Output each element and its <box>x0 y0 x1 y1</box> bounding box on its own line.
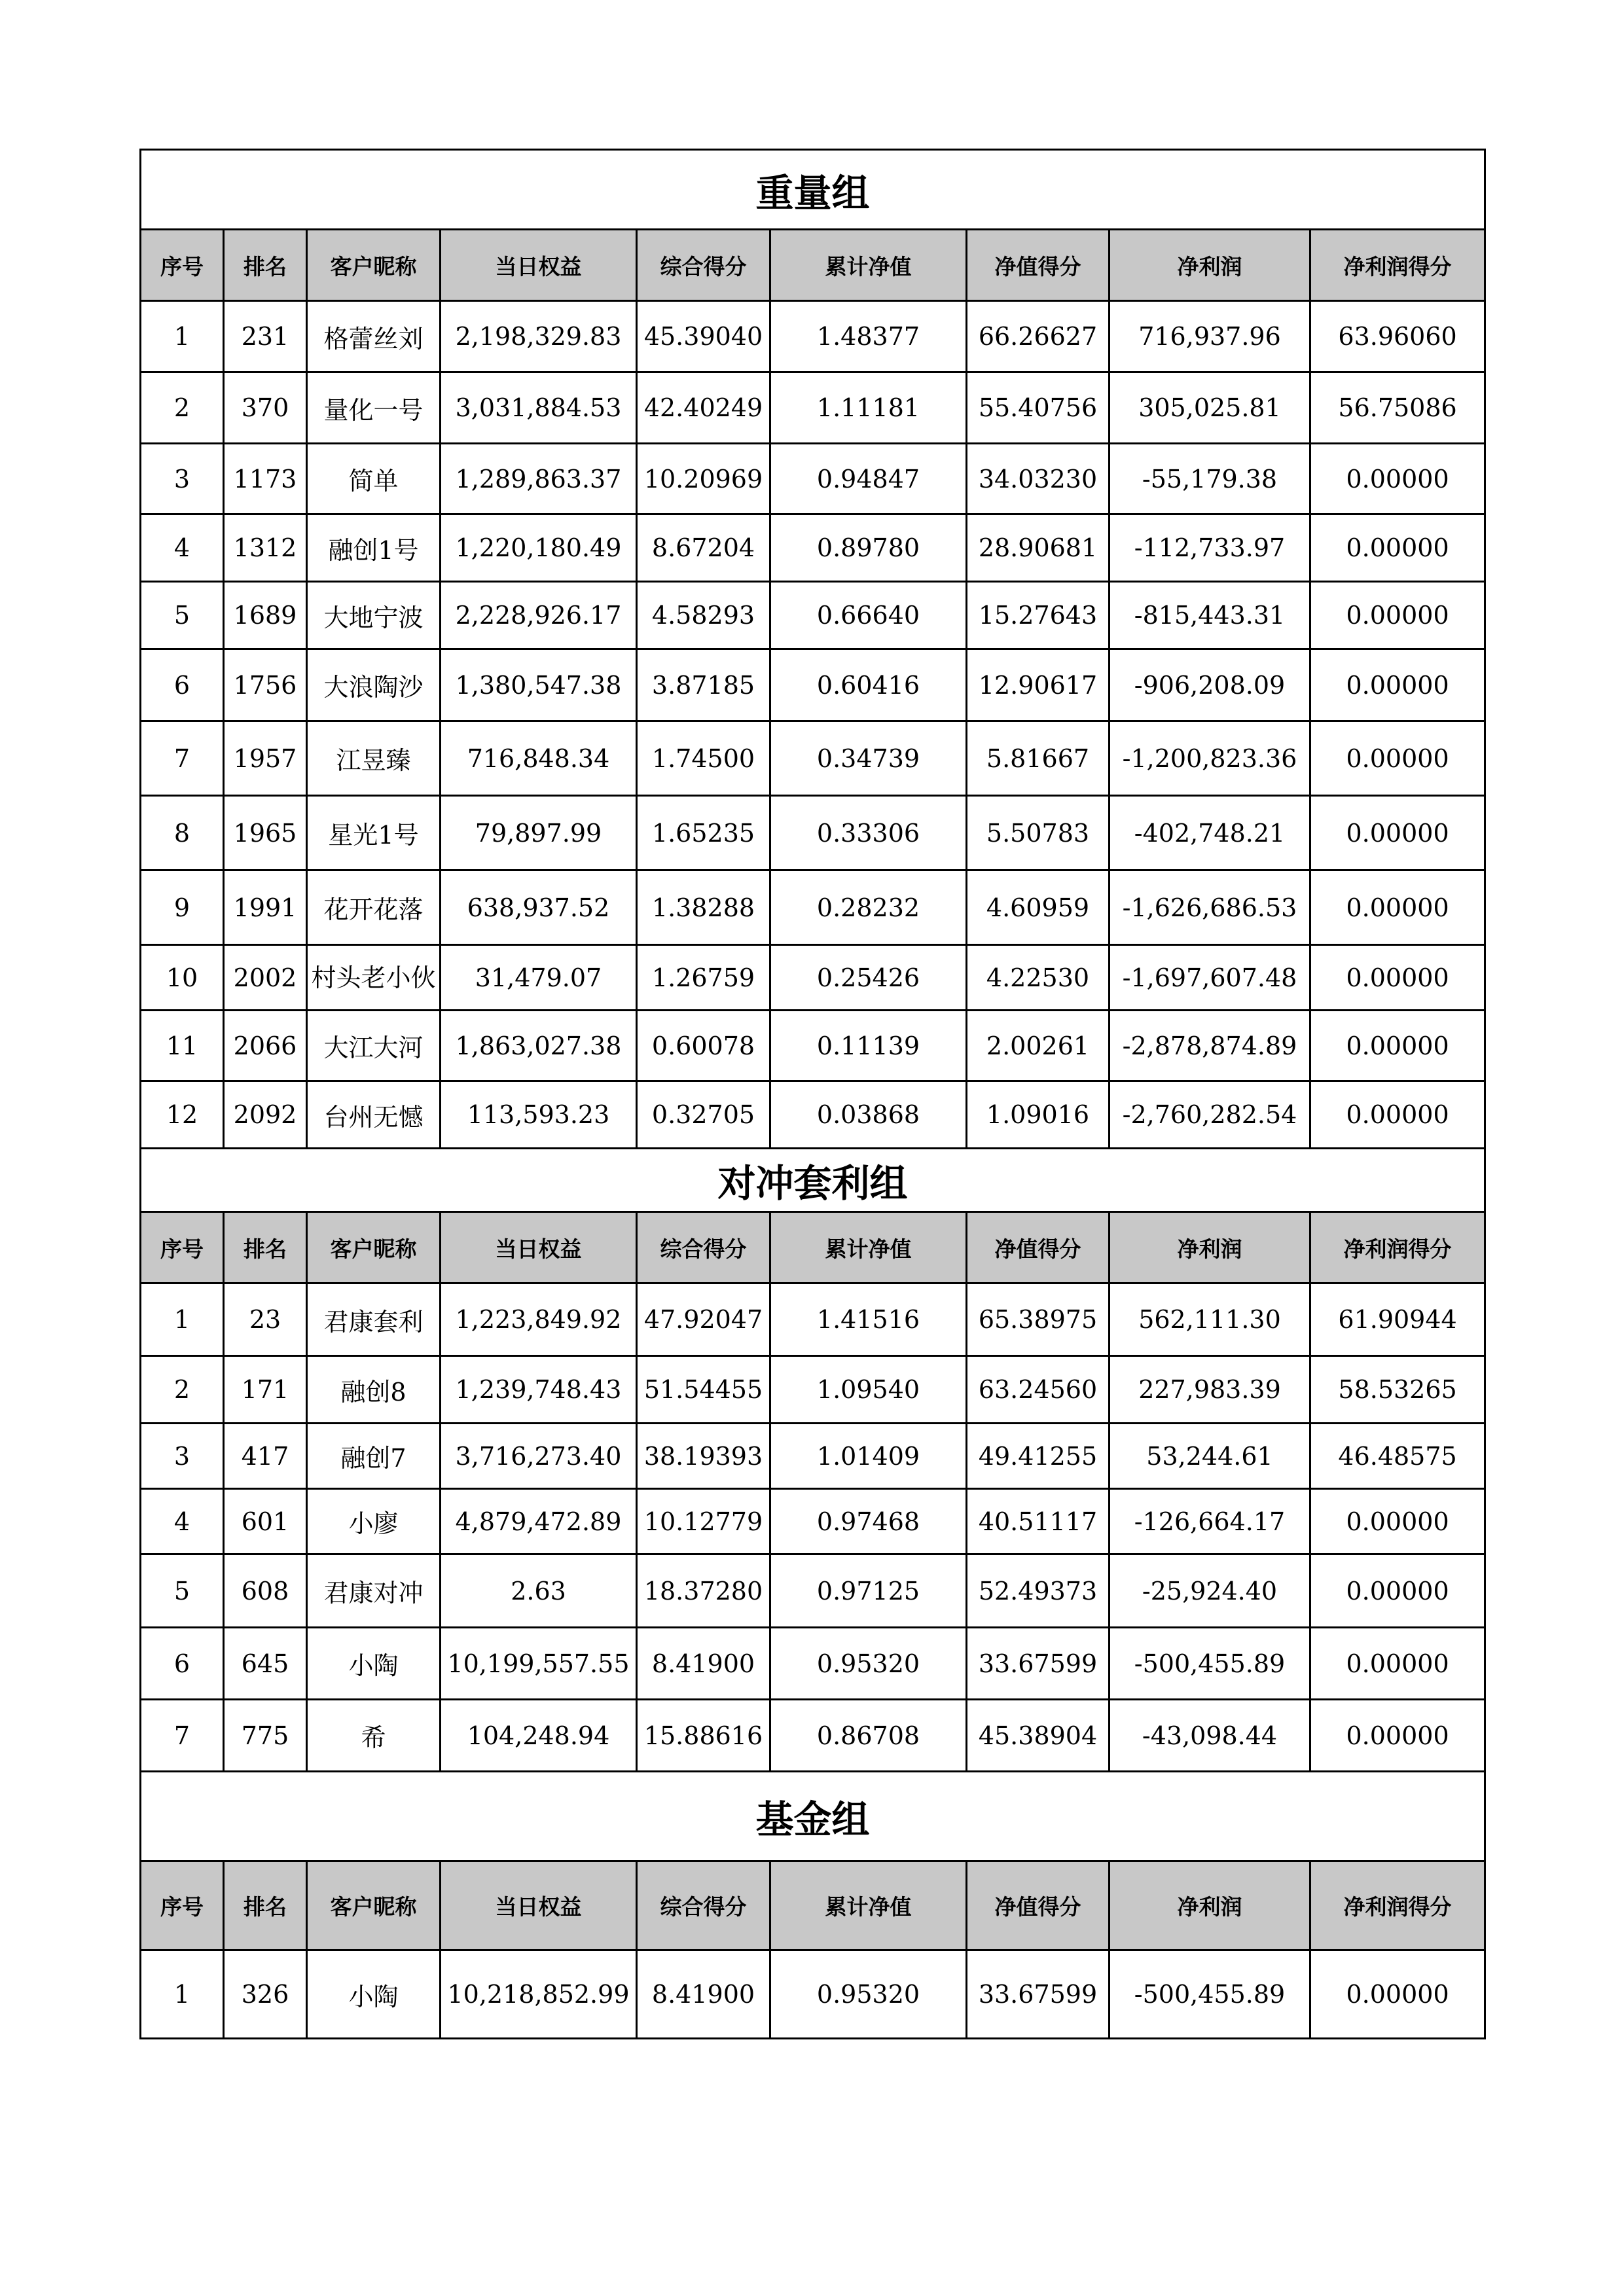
table-cell: 1.38288 <box>637 870 770 945</box>
table-cell: 66.26627 <box>967 301 1110 372</box>
column-header: 排名 <box>224 230 307 301</box>
table-row <box>141 945 1485 1011</box>
table-cell: 4.60959 <box>967 870 1110 945</box>
table-cell: 417 <box>224 1424 307 1489</box>
table-cell: -1,626,686.53 <box>1110 870 1310 945</box>
table-cell: 608 <box>224 1554 307 1628</box>
table-cell: 12 <box>141 1081 224 1149</box>
table-row <box>141 1554 1485 1628</box>
table-cell: 9 <box>141 870 224 945</box>
table-cell: 49.41255 <box>967 1424 1110 1489</box>
table-cell: 1756 <box>224 649 307 721</box>
table-cell: 2 <box>141 1356 224 1424</box>
table-cell: 52.49373 <box>967 1554 1110 1628</box>
table-cell: 简单 <box>307 444 441 514</box>
table-cell: 562,111.30 <box>1110 1283 1310 1356</box>
column-header-row <box>141 1861 1485 1950</box>
column-header-row <box>141 230 1485 301</box>
table-cell: -1,200,823.36 <box>1110 721 1310 796</box>
table-row <box>141 1283 1485 1356</box>
table-cell: 2002 <box>224 945 307 1011</box>
table-cell: 0.66640 <box>770 582 967 649</box>
table-cell: 4.22530 <box>967 945 1110 1011</box>
table-row <box>141 444 1485 514</box>
column-header: 综合得分 <box>637 1212 770 1283</box>
table-cell: 0.97468 <box>770 1489 967 1554</box>
table-cell: 1991 <box>224 870 307 945</box>
column-header: 净值得分 <box>967 1212 1110 1283</box>
group-title: 对冲套利组 <box>141 1149 1485 1212</box>
column-header: 净利润得分 <box>1310 1861 1485 1950</box>
table-cell: 2066 <box>224 1011 307 1081</box>
column-header: 累计净值 <box>770 1861 967 1950</box>
table-cell: 0.60078 <box>637 1011 770 1081</box>
table-cell: 村头老小伙 <box>307 945 441 1011</box>
table-cell: 6 <box>141 649 224 721</box>
table-cell: 601 <box>224 1489 307 1554</box>
table-cell: 1.11181 <box>770 372 967 444</box>
table-row <box>141 372 1485 444</box>
table-cell: 0.00000 <box>1310 721 1485 796</box>
column-header: 净利润 <box>1110 230 1310 301</box>
group-title: 基金组 <box>141 1772 1485 1861</box>
table-cell: 2,198,329.83 <box>441 301 637 372</box>
table-cell: 3 <box>141 1424 224 1489</box>
table-cell: 5 <box>141 1554 224 1628</box>
column-header: 净值得分 <box>967 1861 1110 1950</box>
table-cell: 0.33306 <box>770 796 967 870</box>
table-cell: 63.24560 <box>967 1356 1110 1424</box>
table-cell: 40.51117 <box>967 1489 1110 1554</box>
table-cell: -402,748.21 <box>1110 796 1310 870</box>
table-cell: 4 <box>141 1489 224 1554</box>
table-cell: 0.94847 <box>770 444 967 514</box>
table-cell: 0.00000 <box>1310 1081 1485 1149</box>
table-cell: 小陶 <box>307 1628 441 1700</box>
table-cell: 305,025.81 <box>1110 372 1310 444</box>
table-row <box>141 1356 1485 1424</box>
column-header: 综合得分 <box>637 1861 770 1950</box>
table-cell: 1.09016 <box>967 1081 1110 1149</box>
table-cell: 1 <box>141 1283 224 1356</box>
ranking-table <box>139 149 1486 2039</box>
table-cell: 61.90944 <box>1310 1283 1485 1356</box>
table-row <box>141 870 1485 945</box>
table-cell: 15.88616 <box>637 1700 770 1772</box>
table-cell: 370 <box>224 372 307 444</box>
table-cell: 小廖 <box>307 1489 441 1554</box>
table-cell: 1 <box>141 1950 224 2039</box>
column-header: 序号 <box>141 230 224 301</box>
table-cell: 8 <box>141 796 224 870</box>
table-cell: 4,879,472.89 <box>441 1489 637 1554</box>
table-cell: 46.48575 <box>1310 1424 1485 1489</box>
column-header: 净利润得分 <box>1310 1212 1485 1283</box>
column-header: 净利润 <box>1110 1861 1310 1950</box>
column-header: 客户昵称 <box>307 230 441 301</box>
table-cell: 2.63 <box>441 1554 637 1628</box>
table-row <box>141 1700 1485 1772</box>
table-cell: 0.89780 <box>770 514 967 582</box>
table-row <box>141 1424 1485 1489</box>
table-cell: 0.00000 <box>1310 649 1485 721</box>
table-cell: 0.00000 <box>1310 444 1485 514</box>
table-cell: 1,289,863.37 <box>441 444 637 514</box>
table-cell: 55.40756 <box>967 372 1110 444</box>
table-cell: 6 <box>141 1628 224 1700</box>
column-header: 综合得分 <box>637 230 770 301</box>
table-cell: 231 <box>224 301 307 372</box>
group-title-row <box>141 1772 1485 1861</box>
table-cell: 33.67599 <box>967 1950 1110 2039</box>
table-cell: 3,031,884.53 <box>441 372 637 444</box>
table-cell: 38.19393 <box>637 1424 770 1489</box>
table-cell: -55,179.38 <box>1110 444 1310 514</box>
table-cell: 1.48377 <box>770 301 967 372</box>
table-cell: 1,220,180.49 <box>441 514 637 582</box>
table-cell: 1.26759 <box>637 945 770 1011</box>
table-cell: 58.53265 <box>1310 1356 1485 1424</box>
table-cell: 53,244.61 <box>1110 1424 1310 1489</box>
table-row <box>141 301 1485 372</box>
table-cell: 10,218,852.99 <box>441 1950 637 2039</box>
column-header: 累计净值 <box>770 1212 967 1283</box>
table-cell: -112,733.97 <box>1110 514 1310 582</box>
table-cell: 47.92047 <box>637 1283 770 1356</box>
table-cell: 45.39040 <box>637 301 770 372</box>
table-cell: -43,098.44 <box>1110 1700 1310 1772</box>
table-cell: 1 <box>141 301 224 372</box>
table-cell: 0.00000 <box>1310 1554 1485 1628</box>
table-cell: 0.00000 <box>1310 796 1485 870</box>
table-cell: 0.03868 <box>770 1081 967 1149</box>
table-cell: 0.95320 <box>770 1628 967 1700</box>
table-cell: 君康对冲 <box>307 1554 441 1628</box>
table-cell: -1,697,607.48 <box>1110 945 1310 1011</box>
column-header: 当日权益 <box>441 1861 637 1950</box>
table-cell: 2,228,926.17 <box>441 582 637 649</box>
table-cell: 1312 <box>224 514 307 582</box>
table-cell: 花开花落 <box>307 870 441 945</box>
table-cell: 716,937.96 <box>1110 301 1310 372</box>
table-cell: 3.87185 <box>637 649 770 721</box>
table-cell: 5.50783 <box>967 796 1110 870</box>
table-cell: 融创1号 <box>307 514 441 582</box>
table-cell: 2 <box>141 372 224 444</box>
column-header: 当日权益 <box>441 230 637 301</box>
table-cell: 4 <box>141 514 224 582</box>
table-row <box>141 1628 1485 1700</box>
table-cell: 45.38904 <box>967 1700 1110 1772</box>
column-header: 当日权益 <box>441 1212 637 1283</box>
table-cell: 33.67599 <box>967 1628 1110 1700</box>
table-cell: 星光1号 <box>307 796 441 870</box>
table-cell: 638,937.52 <box>441 870 637 945</box>
table-cell: 1,380,547.38 <box>441 649 637 721</box>
table-cell: 0.00000 <box>1310 1950 1485 2039</box>
table-cell: 28.90681 <box>967 514 1110 582</box>
table-cell: -126,664.17 <box>1110 1489 1310 1554</box>
table-cell: 大浪陶沙 <box>307 649 441 721</box>
table-cell: 65.38975 <box>967 1283 1110 1356</box>
table-cell: 0.86708 <box>770 1700 967 1772</box>
table-cell: 0.00000 <box>1310 1011 1485 1081</box>
table-cell: 格蕾丝刘 <box>307 301 441 372</box>
table-cell: 量化一号 <box>307 372 441 444</box>
table-cell: 1,239,748.43 <box>441 1356 637 1424</box>
table-cell: 0.00000 <box>1310 514 1485 582</box>
table-cell: 5 <box>141 582 224 649</box>
table-cell: 0.32705 <box>637 1081 770 1149</box>
table-cell: 104,248.94 <box>441 1700 637 1772</box>
table-cell: 1965 <box>224 796 307 870</box>
table-cell: 10.20969 <box>637 444 770 514</box>
table-cell: 11 <box>141 1011 224 1081</box>
table-cell: 113,593.23 <box>441 1081 637 1149</box>
table-cell: 7 <box>141 1700 224 1772</box>
column-header-row <box>141 1212 1485 1283</box>
table-cell: 0.25426 <box>770 945 967 1011</box>
table-cell: 0.95320 <box>770 1950 967 2039</box>
column-header: 客户昵称 <box>307 1861 441 1950</box>
table-cell: 4.58293 <box>637 582 770 649</box>
table-cell: 716,848.34 <box>441 721 637 796</box>
table-cell: 8.41900 <box>637 1950 770 2039</box>
table-row <box>141 514 1485 582</box>
table-cell: 12.90617 <box>967 649 1110 721</box>
table-cell: -500,455.89 <box>1110 1950 1310 2039</box>
table-cell: 0.11139 <box>770 1011 967 1081</box>
group-title-row <box>141 1149 1485 1212</box>
table-cell: 融创8 <box>307 1356 441 1424</box>
table-cell: 2.00261 <box>967 1011 1110 1081</box>
table-cell: -2,878,874.89 <box>1110 1011 1310 1081</box>
table-cell: 63.96060 <box>1310 301 1485 372</box>
column-header: 累计净值 <box>770 230 967 301</box>
table-cell: 0.00000 <box>1310 945 1485 1011</box>
table-cell: 56.75086 <box>1310 372 1485 444</box>
column-header: 净利润 <box>1110 1212 1310 1283</box>
table-row <box>141 1081 1485 1149</box>
table-cell: 34.03230 <box>967 444 1110 514</box>
table-cell: 0.00000 <box>1310 1700 1485 1772</box>
table-body <box>141 150 1485 2039</box>
table-cell: 1957 <box>224 721 307 796</box>
table-cell: -500,455.89 <box>1110 1628 1310 1700</box>
column-header: 客户昵称 <box>307 1212 441 1283</box>
table-cell: 10.12779 <box>637 1489 770 1554</box>
table-cell: 1,863,027.38 <box>441 1011 637 1081</box>
table-cell: 171 <box>224 1356 307 1424</box>
table-cell: 1173 <box>224 444 307 514</box>
table-row <box>141 1489 1485 1554</box>
table-cell: 5.81667 <box>967 721 1110 796</box>
table-cell: 小陶 <box>307 1950 441 2039</box>
table-cell: 1.65235 <box>637 796 770 870</box>
column-header: 排名 <box>224 1861 307 1950</box>
table-row <box>141 1011 1485 1081</box>
table-cell: 0.97125 <box>770 1554 967 1628</box>
table-cell: 1689 <box>224 582 307 649</box>
table-cell: 0.00000 <box>1310 870 1485 945</box>
table-cell: 23 <box>224 1283 307 1356</box>
table-cell: 8.41900 <box>637 1628 770 1700</box>
table-row <box>141 796 1485 870</box>
table-cell: 希 <box>307 1700 441 1772</box>
table-cell: 42.40249 <box>637 372 770 444</box>
table-cell: 15.27643 <box>967 582 1110 649</box>
table-cell: 326 <box>224 1950 307 2039</box>
table-cell: 79,897.99 <box>441 796 637 870</box>
table-cell: 江昱臻 <box>307 721 441 796</box>
table-cell: 0.60416 <box>770 649 967 721</box>
table-cell: 10,199,557.55 <box>441 1628 637 1700</box>
table-cell: 3,716,273.40 <box>441 1424 637 1489</box>
table-cell: 7 <box>141 721 224 796</box>
group-title: 重量组 <box>141 150 1485 230</box>
table-row <box>141 721 1485 796</box>
table-cell: 51.54455 <box>637 1356 770 1424</box>
table-cell: 1.74500 <box>637 721 770 796</box>
table-cell: 18.37280 <box>637 1554 770 1628</box>
table-cell: 0.00000 <box>1310 1628 1485 1700</box>
table-cell: 0.28232 <box>770 870 967 945</box>
table-cell: 1.41516 <box>770 1283 967 1356</box>
table-cell: -2,760,282.54 <box>1110 1081 1310 1149</box>
table-cell: 8.67204 <box>637 514 770 582</box>
table-cell: 融创7 <box>307 1424 441 1489</box>
column-header: 净利润得分 <box>1310 230 1485 301</box>
table-cell: 227,983.39 <box>1110 1356 1310 1424</box>
table-cell: 0.00000 <box>1310 582 1485 649</box>
table-row <box>141 582 1485 649</box>
table-cell: 10 <box>141 945 224 1011</box>
table-cell: 大江大河 <box>307 1011 441 1081</box>
column-header: 序号 <box>141 1212 224 1283</box>
table-cell: 775 <box>224 1700 307 1772</box>
table-cell: 1,223,849.92 <box>441 1283 637 1356</box>
table-cell: 645 <box>224 1628 307 1700</box>
table-cell: 君康套利 <box>307 1283 441 1356</box>
table-cell: 0.34739 <box>770 721 967 796</box>
table-cell: -25,924.40 <box>1110 1554 1310 1628</box>
table-cell: 3 <box>141 444 224 514</box>
table-row <box>141 649 1485 721</box>
table-cell: 大地宁波 <box>307 582 441 649</box>
table-cell: 1.01409 <box>770 1424 967 1489</box>
table-cell: 1.09540 <box>770 1356 967 1424</box>
table-cell: 2092 <box>224 1081 307 1149</box>
table-row <box>141 1950 1485 2039</box>
table-cell: 0.00000 <box>1310 1489 1485 1554</box>
table-cell: 31,479.07 <box>441 945 637 1011</box>
table-cell: -815,443.31 <box>1110 582 1310 649</box>
column-header: 序号 <box>141 1861 224 1950</box>
column-header: 排名 <box>224 1212 307 1283</box>
table-cell: 台州无憾 <box>307 1081 441 1149</box>
column-header: 净值得分 <box>967 230 1110 301</box>
table-cell: -906,208.09 <box>1110 649 1310 721</box>
group-title-row <box>141 150 1485 230</box>
